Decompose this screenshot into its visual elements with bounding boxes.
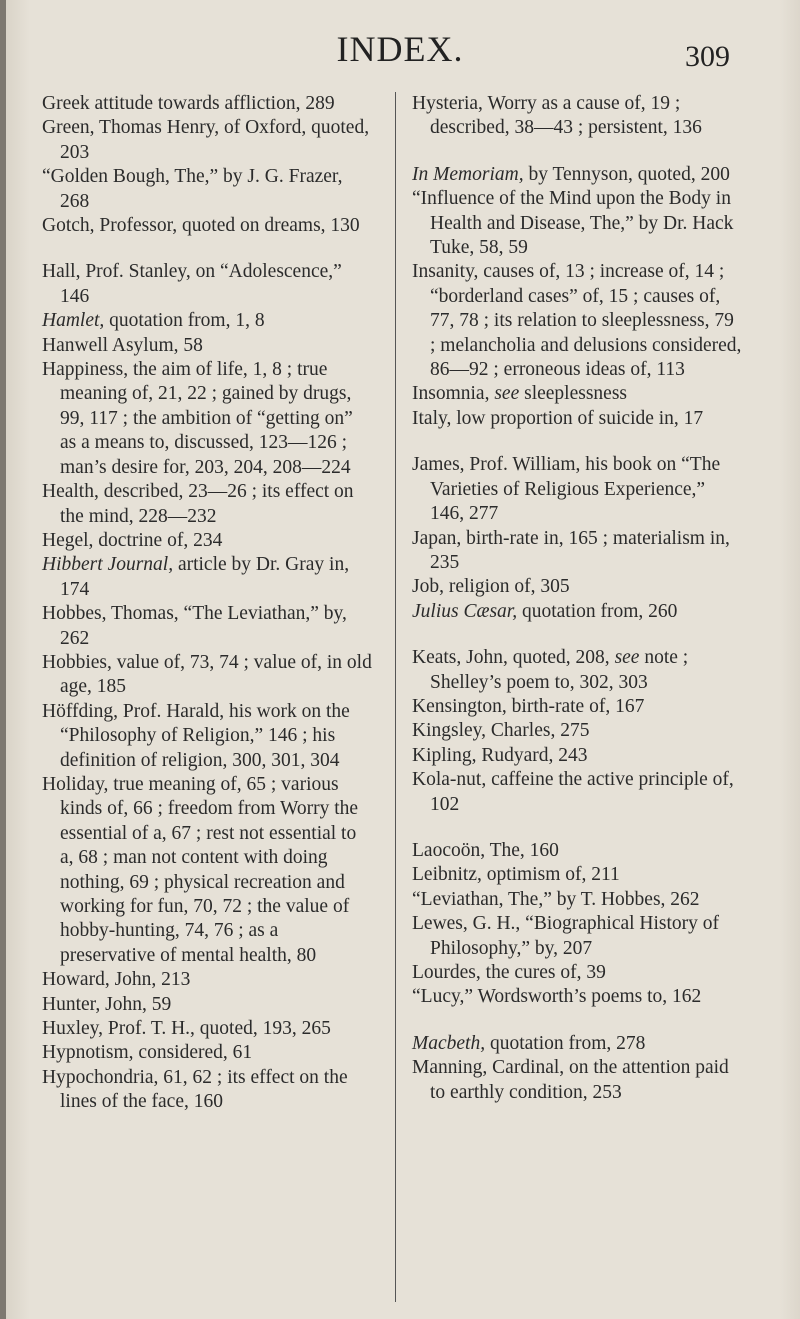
entry-text: Job, religion of, 305 (412, 576, 570, 598)
entry-see-reference: see (494, 383, 520, 405)
page-title: INDEX. (336, 29, 464, 69)
entry-text: Leibnitz, optimism of, 211 (412, 864, 620, 886)
entry-text: Hobbies, value of, 73, 74 ; value of, in old age, 185 (42, 651, 372, 698)
entry-text: Hypochondria, 61, 62 ; its effect on the lines of the face, 160 (42, 1066, 348, 1113)
entry-text: Hanwell Asylum, 58 (42, 334, 203, 356)
index-entry (412, 382, 742, 406)
entry-text: Greek attitude towards affliction, 289 (42, 93, 335, 114)
index-entry (42, 334, 372, 358)
entry-text: Italy, low proportion of suicide in, 17 (412, 407, 704, 429)
entry-text: Huxley, Prof. T. H., quoted, 193, 265 (42, 1018, 331, 1040)
entry-text: Hegel, doctrine of, 234 (42, 529, 223, 551)
page-number: 309 (685, 40, 730, 73)
entry-text-after: note ; Shelley’s poem to, 302, 303 (430, 647, 689, 693)
entry-text: Hysteria, Worry as a cause of, 19 ; described, 38—43 ; persistent, 136 (412, 93, 702, 139)
entry-text: quotation from, 260 (517, 600, 678, 622)
index-entry (42, 651, 372, 700)
index-entry (42, 309, 372, 333)
index-entry (42, 165, 372, 214)
index-entry (412, 1056, 742, 1105)
entry-text: Kipling, Rudyard, 243 (412, 744, 588, 766)
index-entry (412, 163, 742, 187)
index-entry (42, 260, 372, 309)
index-entry (412, 646, 742, 695)
index-column-left (42, 92, 372, 1115)
index-entry (42, 1017, 372, 1041)
index-entry (412, 719, 742, 743)
entry-text: quotation from, 278 (485, 1032, 646, 1054)
index-entry (42, 553, 372, 602)
entry-text: Kola-nut, caffeine the active principle of, 102 (412, 769, 734, 815)
entry-text: Kingsley, Charles, 275 (412, 720, 590, 742)
entry-text: Howard, John, 213 (42, 969, 191, 991)
index-entry (42, 358, 372, 480)
index-entry (412, 985, 742, 1009)
index-entry (412, 453, 742, 526)
entry-text: Insomnia, (412, 383, 495, 405)
entry-text: Lourdes, the cures of, 39 (412, 962, 606, 983)
index-entry (412, 600, 742, 624)
index-entry (412, 527, 742, 576)
entry-text: Keats, John, quoted, 208, (412, 647, 615, 669)
index-entry (42, 1066, 372, 1115)
entry-title: Hamlet, (42, 310, 105, 332)
index-entry (42, 993, 372, 1017)
entry-text: Hobbes, Thomas, “The Leviathan,” by, 262 (42, 603, 347, 649)
index-entry (42, 529, 372, 553)
index-entry (412, 863, 742, 887)
index-entry (42, 116, 372, 165)
index-entry (412, 961, 742, 985)
entry-text: Lewes, G. H., “Biographical History of Philosophy,” by, 207 (412, 913, 720, 959)
entry-text-after: sleeplessness (519, 383, 628, 405)
index-entry (42, 968, 372, 992)
index-entry (42, 92, 372, 116)
index-entry (412, 839, 742, 863)
entry-text: Hypnotism, considered, 61 (42, 1042, 253, 1064)
entry-title: Macbeth, (412, 1032, 486, 1054)
index-entry (412, 912, 742, 961)
index-column-right (412, 92, 742, 1105)
entry-text: Höffding, Prof. Harald, his work on the “Philosophy of Religion,” 146 ; his definition of religion, 300, 301, 304 (42, 700, 350, 771)
entry-see-reference: see (614, 647, 640, 669)
entry-title: In Memoriam, (412, 163, 524, 185)
entry-text: quotation from, 1, 8 (104, 310, 265, 332)
index-entry (42, 214, 372, 238)
entry-text: Happiness, the aim of life, 1, 8 ; true meaning of, 21, 22 ; gained by drugs, 99, 117 ; the ambition of “getting on” as a means to, discussed, 123—126 ; man’s desire for, 203, 204, 208—224 (42, 359, 353, 478)
entry-text: article by Dr. Gray in, 174 (60, 554, 350, 600)
entry-title: Hibbert Journal, (42, 554, 174, 576)
entry-text: by Tennyson, quoted, 200 (523, 163, 730, 185)
index-entry (412, 187, 742, 260)
column-divider (395, 92, 396, 1302)
index-entry (42, 1041, 372, 1065)
index-entry (412, 768, 742, 817)
entry-text: Insanity, causes of, 13 ; increase of, 14 ; “borderland cases” of, 15 ; causes of, 77, 78 ; its relation to sleeplessness, 79 ; melancholia and delusions considered, 86—92 ; erroneous ideas of, 113 (412, 261, 742, 381)
entry-text: Holiday, true meaning of, 65 ; various kinds of, 66 ; freedom from Worry the essential of a, 67 ; rest not essential to a, 68 ; man not content with doing nothing, 69 ; physical recreation and working for fun, 70, 72 ; the value of hobby-hunting, 74, 76 ; as a preservative of mental health, 80 (42, 773, 359, 966)
entry-text: Manning, Cardinal, on the attention paid to earthly condition, 253 (412, 1057, 729, 1103)
entry-text: Laocoön, The, 160 (412, 839, 559, 861)
index-entry (42, 700, 372, 773)
index-entry (42, 602, 372, 651)
index-entry (412, 260, 742, 382)
index-entry (412, 92, 742, 141)
entry-text: Kensington, birth-rate of, 167 (412, 695, 645, 717)
page-binding-edge (0, 0, 6, 1319)
entry-text: Hall, Prof. Stanley, on “Adolescence,” 146 (42, 261, 342, 307)
entry-text: “Influence of the Mind upon the Body in Health and Disease, The,” by Dr. Hack Tuke, 58, 59 (412, 188, 734, 259)
index-entry (412, 575, 742, 599)
index-entry (42, 480, 372, 529)
entry-text: James, Prof. William, his book on “The Varieties of Religious Experience,” 146, 277 (412, 454, 721, 525)
entry-text: “Golden Bough, The,” by J. G. Frazer, 268 (42, 166, 343, 212)
index-entry (412, 888, 742, 912)
index-entry (412, 407, 742, 431)
index-entry (412, 695, 742, 719)
entry-text: “Lucy,” Wordsworth’s poems to, 162 (412, 986, 702, 1008)
index-entry (412, 744, 742, 768)
entry-text: Health, described, 23—26 ; its effect on the mind, 228—232 (42, 481, 354, 527)
entry-text: Hunter, John, 59 (42, 993, 172, 1015)
entry-text: Japan, birth-rate in, 165 ; materialism in, 235 (412, 527, 730, 573)
entry-text: Green, Thomas Henry, of Oxford, quoted, 203 (42, 117, 370, 163)
entry-text: Gotch, Professor, quoted on dreams, 130 (42, 215, 360, 237)
entry-text: “Leviathan, The,” by T. Hobbes, 262 (412, 888, 700, 910)
index-entry (412, 1032, 742, 1056)
index-entry (42, 773, 372, 968)
entry-title: Julius Cæsar, (412, 600, 518, 622)
